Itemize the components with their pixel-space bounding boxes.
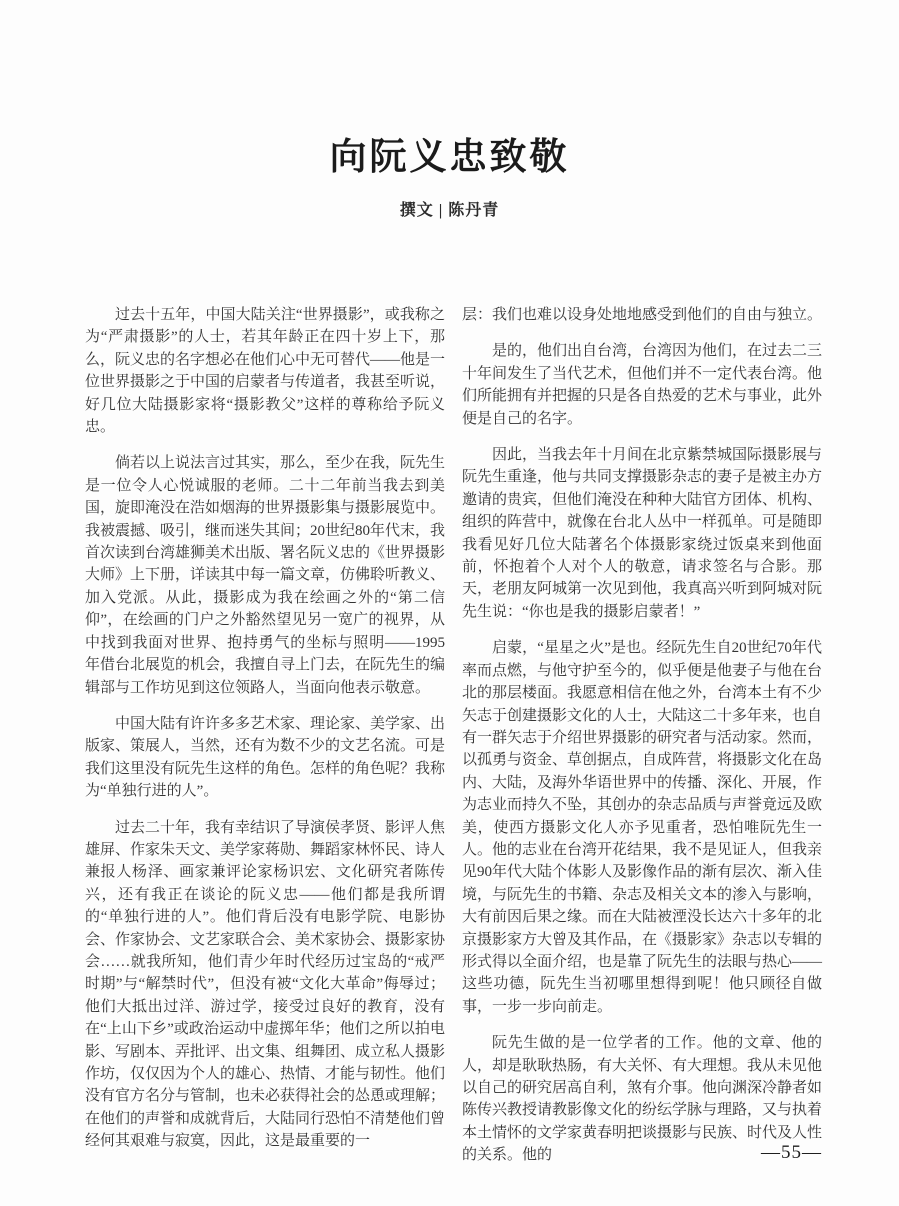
paragraph: 过去十五年，中国大陆关注“世界摄影”，或我称之为“严肃摄影”的人士，若其年龄正在四十岁上下，那么，阮义忠的名字想必在他们心中无可替代——他是一位世界摄影之于中国的启蒙者与传道者，我甚至听说，好几位大陆摄影家将“摄影教父”这样的尊称给予阮义忠。 xyxy=(85,307,446,436)
left-column xyxy=(85,304,445,1181)
right-column xyxy=(462,304,822,1181)
paragraph: 过去二十年，我有幸结识了导演侯孝贤、影评人焦雄屏、作家朱天文、美学家蒋勋、舞蹈家林怀民、诗人兼报人杨泽、画家兼评论家杨识宏、文化研究者陈传兴，还有我正在谈论的阮义忠——他们都是我所谓的“单独行进的人”。他们背后没有电影学院、电影协会、作家协会、文艺家联合会、美术家协会、摄影家协会……就我所知，他们青少年时代经历过宝岛的“戒严时期”与“解禁时代”，但没有被“文化大革命”侮辱过；他们大抵出过洋、游过学，接受过良好的教育，没有在“上山下乡”或政治运动中虚掷年华；他们之所以拍电影、写剧本、弄批评、出文集、组舞团、成立私人摄影作坊，仅仅因为个人的雄心、热情、才能与韧性。他们没有官方名分与管制，也未必获得社会的怂恿或理解；在他们的声誉和成就背后，大陆同行恐怕不清楚他们曾经何其艰难与寂寞，因此，这是最重要的一 xyxy=(85,819,446,1150)
paragraph: 倘若以上说法言过其实，那么，至少在我，阮先生是一位令人心悦诚服的老师。二十二年前当我去到美国，旋即淹没在浩如烟海的世界摄影集与摄影展览中。我被震撼、吸引，继而迷失其间；20世纪80年代末，我首次读到台湾雄狮美术出版、署名阮义忠的《世界摄影大师》上下册，详读其中每一篇文章，仿佛聆听教义、加入党派。从此，摄影成为我在绘画之外的“第二信仰”，在绘画的门户之外豁然望见另一宽广的视界，从中找到我面对世界、抱持勇气的坐标与照明——1995 年借台北展览的机会，我擅自寻上门去，在阮先生的编辑部与工作坊见到这位领路人，当面向他表示敬意。 xyxy=(85,455,446,696)
paragraph-continuation: 层：我们也难以设身处地地感受到他们的自由与独立。 xyxy=(462,307,823,323)
article-body xyxy=(0,304,899,1181)
paragraph: 因此，当我去年十月间在北京紫禁城国际摄影展与阮先生重逢，他与共同支撑摄影杂志的妻子是被主办方邀请的贵宾，但他们淹没在种种大陆官方团体、机构、组织的阵营中，就像在台北人丛中一样孤单。可是随即我看见好几位大陆著名个体摄影家绕过饭桌来到他面前，怀抱着个人对个人的敬意，请求签名与合影。那天，老朋友阿城第一次见到他，我真高兴听到阿城对阮先生说：“你也是我的摄影启蒙者！” xyxy=(462,447,823,620)
paragraph: 中国大陆有许许多多艺术家、理论家、美学家、出版家、策展人，当然，还有为数不少的文艺名流。可是我们这里没有阮先生这样的角色。怎样的角色呢？我称为“单独行进的人”。 xyxy=(85,715,446,800)
paragraph: 阮先生做的是一位学者的工作。他的文章、他的人，却是耿耿热肠，有大关怀、有大理想。我从未见他以自己的研究居高自利，煞有介事。他向渊深冷静者如陈传兴教授请教影像文化的纷纭学脉与理路，又与执着本土情怀的文学家黄春明把谈摄影与民族、时代及人性的关系。他的 xyxy=(462,1035,823,1164)
paragraph: 是的，他们出自台湾，台湾因为他们，在过去二三十年间发生了当代艺术，但他们并不一定代表台湾。他们所能拥有并把握的只是各自热爱的艺术与事业，此外便是自己的名字。 xyxy=(462,343,823,427)
paragraph: 启蒙，“星星之火”是也。经阮先生自20世纪70年代率而点燃，与他守护至今的，似乎便是他妻子与他在台北的那层楼面。我愿意相信在他之外，台湾本土有不少矢志于创建摄影文化的人士，大陆这二十多年来，也自有一群矢志于介绍世界摄影的研究者与活动家。然而，以孤勇与资金、草创据点，自成阵营，将摄影文化在岛内、大陆，及海外华语世界中的传播、深化、开展，作为志业而持久不坠，其创办的杂志品质与声誉竟远及欧美，使西方摄影文化人亦予见重者，恐怕唯阮先生一人。他的志业在台湾开花结果，我不是见证人，但我亲见90年代大陆个体影人及影像作品的渐有层次、渐入佳境，与阮先生的书籍、杂志及相关文本的渗入与影响，大有前因后果之缘。而在大陆被湮没长达六十多年的北京摄影家方大曾及其作品，在《摄影家》杂志以专辑的形式得以全面介绍，也是靠了阮先生的法眼与热心——这些功德，阮先生当初哪里想得到呢！他只顾径自做事，一步一步向前走。 xyxy=(462,640,823,1015)
byline: 撰文 | 陈丹青 xyxy=(399,202,500,219)
page-number: —55— xyxy=(761,1142,822,1163)
article-title: 向阮义忠致敬 xyxy=(329,137,570,178)
